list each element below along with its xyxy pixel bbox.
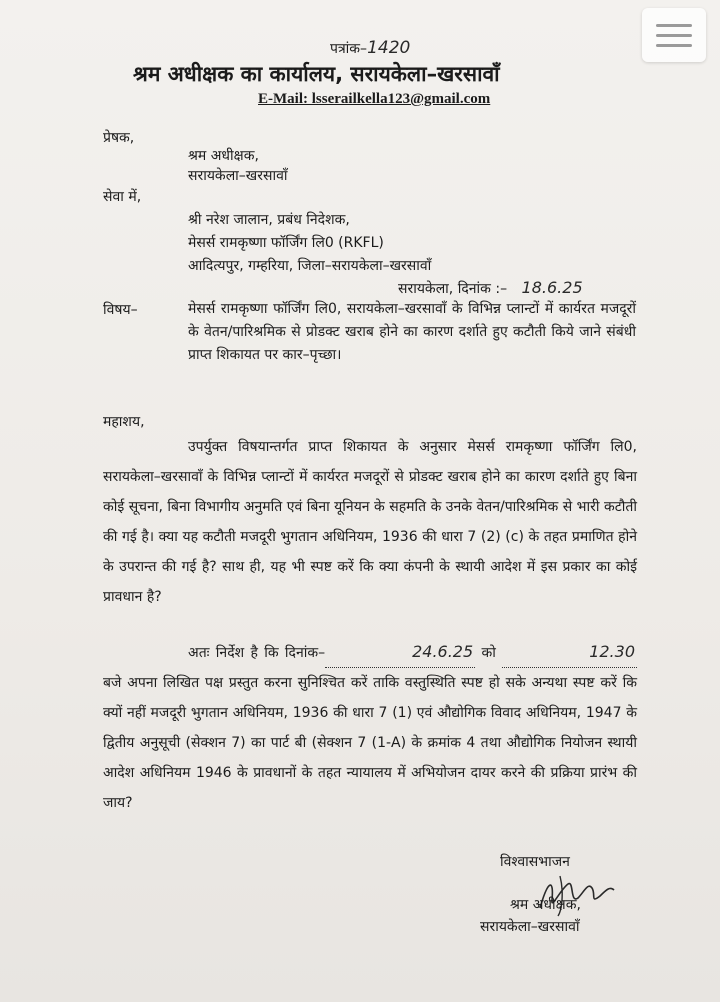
office-title: श्रम अधीक्षक का कार्यालय, सरायकेला–खरसावाँ: [133, 62, 500, 86]
hearing-date: 24.6.25: [325, 637, 475, 668]
sender-line-2: सरायकेला–खरसावाँ: [188, 168, 288, 184]
closing-place: सरायकेला–खरसावाँ: [480, 919, 580, 935]
menu-icon[interactable]: [642, 8, 706, 62]
patrank: [330, 38, 410, 58]
closing-designation: श्रम अधीक्षक,: [510, 897, 581, 913]
patrank-label: पत्रांक–: [330, 41, 368, 57]
p2-rest: बजे अपना लिखित पक्ष प्रस्तुत करना सुनिश्चित करें ताकि वस्तुस्थिति स्पष्ट हो सके अन्यथा स्पष्ट करें कि क्यों नहीं मजदूरी भुगतान अधिनियम, 1936 की धारा 7 (1) एवं औद्योगिक विवाद अधिनियम, 1947 के द्वितीय अनुसूची (सेक्शन 7) का पार्ट बी (सेक्शन 7 (1-A) के क्रमांक 4 तथा औद्योगिक नियोजन स्थायी आदेश अधिनियम 1946 के प्रावधानों के तहत न्यायालय में अभियोजन दायर करने की प्रक्रिया प्रारंभ की जाय?: [103, 675, 637, 811]
p2-lead: अतः निर्देश है कि दिनांक–: [188, 645, 326, 661]
sender-label: प्रेषक,: [103, 130, 135, 146]
recipient-line-3: आदित्यपुर, गम्हरिया, जिला–सरायकेला–खरसावाँ: [188, 258, 432, 274]
subject-label: विषय–: [103, 302, 138, 318]
recipient-line-2: मेसर्स रामकृष्णा फॉर्जिंग लि0 (RKFL): [188, 235, 384, 251]
date-label: सरायकेला, दिनांक :–: [398, 281, 508, 297]
office-email: E-Mail: lsserailkella123@gmail.com: [258, 91, 491, 107]
hearing-time: 12.30: [502, 637, 637, 668]
p2-ko: को: [481, 645, 496, 661]
salutation: महाशय,: [103, 414, 145, 430]
recipient-label: सेवा में,: [103, 189, 142, 205]
recipient-line-1: श्री नरेश जालान, प्रबंध निदेशक,: [188, 212, 350, 228]
body-paragraph-1: उपर्युक्त विषयान्तर्गत प्राप्त शिकायत के अनुसार मेसर्स रामकृष्णा फॉर्जिंग लि0, सरायकेला–खरसावाँ के विभिन्न प्लान्टों में कार्यरत मजदूरों से प्रोडक्ट खराब होने का कारण दर्शाते हुए बिना कोई सूचना, बिना विभागीय अनुमति एवं बिना यूनियन के सहमति के उनके वेतन/पारिश्रमिक से भारी कटौती की गई है। क्या यह कटौती मजदूरी भुगतान अधिनियम, 1936 की धारा 7 (2) (c) के तहत प्रमाणित होने के उपरान्त की गई है? साथ ही, यह भी स्पष्ट करें कि क्या कंपनी के स्थायी आदेश में इस प्रकार का कोई प्रावधान है?: [103, 439, 637, 605]
date-value: 18.6.25: [521, 278, 583, 297]
valediction: विश्वासभाजन: [500, 854, 570, 870]
date-line: [398, 278, 583, 298]
patrank-number: 1420: [367, 38, 411, 58]
subject-text: मेसर्स रामकृष्णा फॉर्जिंग लि0, सरायकेला–खरसावाँ के विभिन्न प्लान्टों में कार्यरत मजदूरों के वेतन/पारिश्रमिक से प्रोडक्ट खराब होने का कारण दर्शाते हुए कटौती किये जाने संबंधी प्राप्त शिकायत पर कार–पृच्छा।: [188, 301, 636, 363]
sender-line-1: श्रम अधीक्षक,: [188, 148, 259, 164]
body-paragraph-2: [103, 637, 637, 818]
